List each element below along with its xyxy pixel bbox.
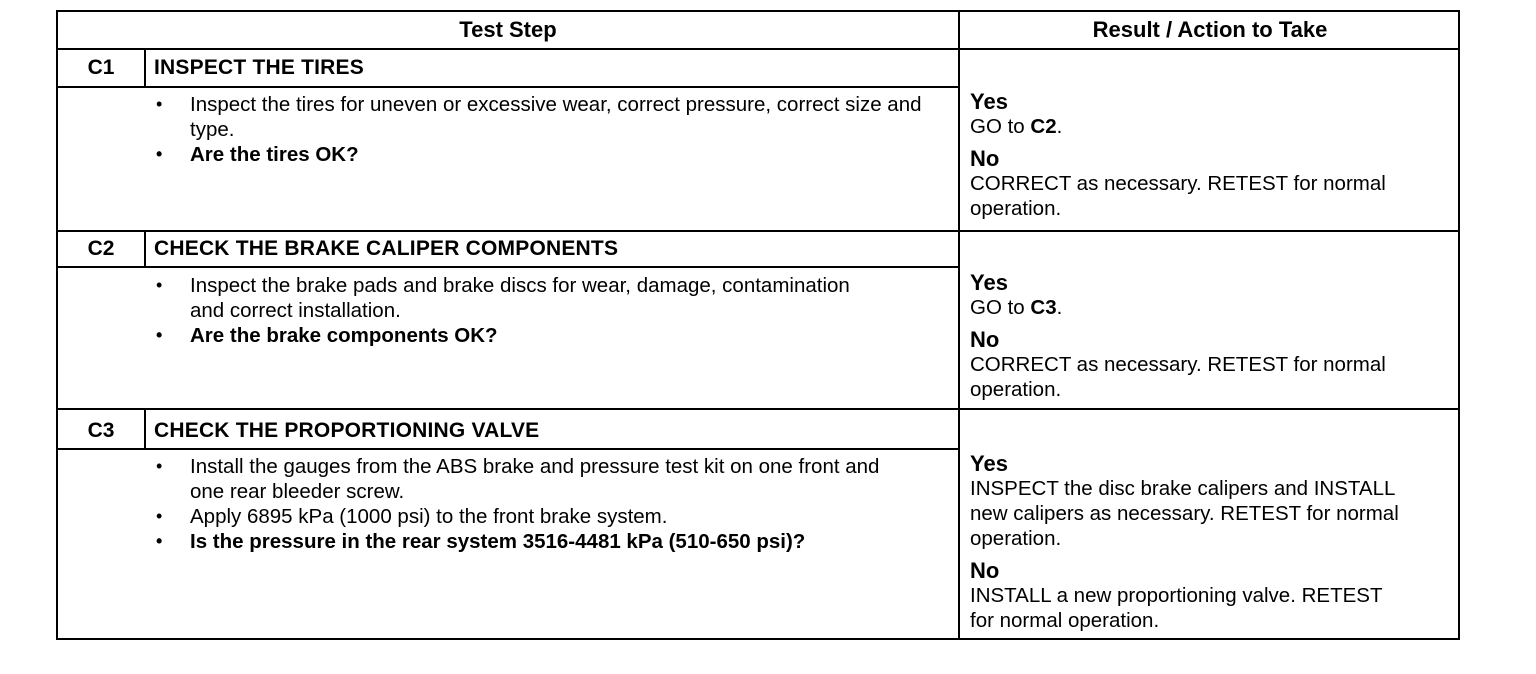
yes-label: Yes: [970, 270, 1008, 295]
no-action: INSTALL a new proportioning valve. RETEST for normal operation.: [970, 584, 1383, 632]
bullet-item: • Install the gauges from the ABS brake and pressure test kit on one front and one rear bleeder screw.: [154, 454, 894, 504]
step-title: CHECK THE PROPORTIONING VALVE: [154, 419, 540, 442]
bullet-question: • Are the brake components OK?: [154, 323, 874, 348]
yes-action: INSPECT the disc brake calipers and INSTALL new calipers as necessary. RETEST for normal operation.: [970, 477, 1399, 550]
yes-label: Yes: [970, 89, 1008, 114]
yes-target: C3: [1030, 296, 1057, 319]
bullet-question: • Are the tires OK?: [154, 142, 934, 167]
step-result: [970, 90, 1450, 221]
yes-prefix: GO to: [970, 296, 1031, 319]
code-divider: [144, 410, 146, 448]
no-label: No: [970, 558, 1000, 583]
title-underline: [58, 448, 958, 450]
step-code: C2: [87, 237, 115, 260]
header-result-action: Result / Action to Take: [1092, 17, 1328, 42]
no-label: No: [970, 327, 1000, 352]
no-action: CORRECT as necessary. RETEST for normal operation.: [970, 353, 1386, 401]
header-test-step: Test Step: [459, 17, 557, 42]
header-divider: [58, 48, 1458, 50]
bullet-item: • Inspect the tires for uneven or excessive wear, correct pressure, correct size and type.: [154, 92, 934, 142]
title-underline: [58, 266, 958, 268]
yes-target: C2: [1030, 115, 1057, 138]
row-divider: [58, 408, 1458, 410]
step-code: C1: [87, 56, 115, 79]
bullet-item: • Inspect the brake pads and brake discs for wear, damage, contamination and correct installation.: [154, 273, 874, 323]
bullet-item: • Apply 6895 kPa (1000 psi) to the front brake system.: [154, 504, 894, 529]
step-title: INSPECT THE TIRES: [154, 56, 364, 79]
title-underline: [58, 86, 958, 88]
code-divider: [144, 232, 146, 266]
step-result: [970, 452, 1450, 633]
yes-action: [970, 114, 1450, 139]
step-bullets: [154, 92, 934, 167]
diagnostic-table: [56, 10, 1460, 640]
step-title: CHECK THE BRAKE CALIPER COMPONENTS: [154, 237, 619, 260]
yes-prefix: GO to: [970, 115, 1031, 138]
step-code: C3: [87, 419, 115, 442]
code-divider: [144, 50, 146, 86]
bullet-question: • Is the pressure in the rear system 3516-4481 kPa (510-650 psi)?: [154, 529, 894, 554]
yes-label: Yes: [970, 451, 1008, 476]
column-divider: [958, 12, 960, 638]
yes-suffix: .: [1056, 115, 1063, 138]
no-label: No: [970, 146, 1000, 171]
step-result: [970, 271, 1450, 402]
no-action: CORRECT as necessary. RETEST for normal operation.: [970, 172, 1386, 220]
step-bullets: [154, 454, 894, 554]
yes-action: [970, 295, 1450, 320]
yes-suffix: .: [1056, 296, 1063, 319]
step-bullets: [154, 273, 874, 348]
